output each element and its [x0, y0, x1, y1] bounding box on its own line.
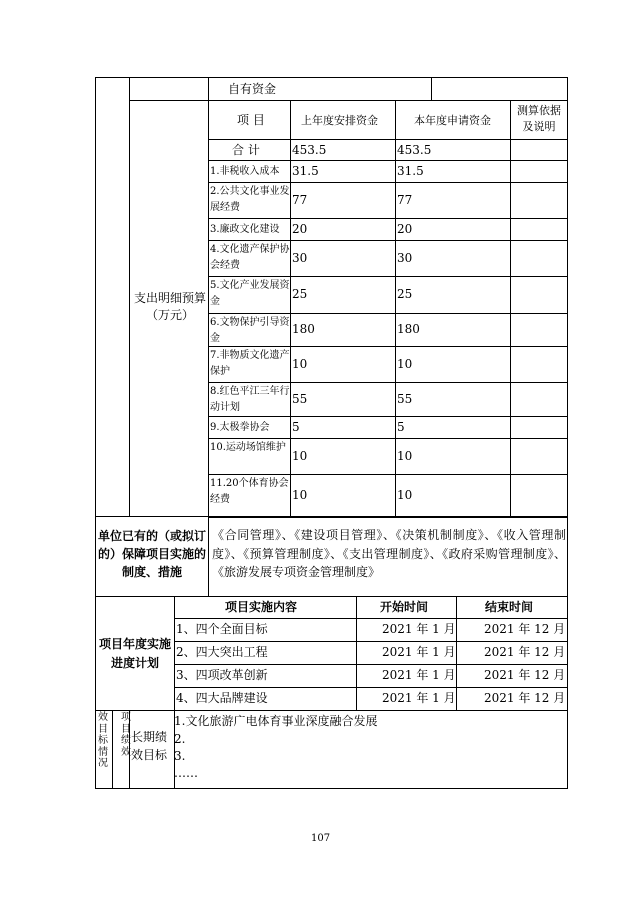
header-prev-year: 上年度安排资金 [301, 114, 378, 127]
schedule-row-start: 2021 年 1 月 [382, 622, 456, 636]
funding-row-label: 2.公共文化事业发展经费 [210, 186, 290, 213]
funding-row-prev: 25 [292, 287, 308, 301]
funding-row-prev: 20 [292, 221, 308, 236]
schedule-row-end: 2021 年 12 月 [484, 645, 566, 659]
funding-row-curr: 10 [397, 356, 413, 371]
expense-label: 支出明细预算（万元） [133, 291, 206, 323]
schedule-row-end: 2021 年 12 月 [484, 622, 566, 636]
funding-row-curr-cell [395, 182, 511, 219]
systems-label: 单位已有的（或拟订的）保障项目实施的制度、措施 [97, 529, 206, 579]
funding-row-basis-cell [510, 160, 568, 183]
funding-row-curr-cell [395, 346, 511, 383]
long-term-item: 1.文化旅游广电体育事业深度融合发展 [174, 714, 378, 728]
funding-row-curr-cell [395, 240, 511, 277]
long-term-label: 长期绩效目标 [131, 730, 168, 762]
funding-row-curr-cell [395, 276, 511, 314]
funding-row-prev: 55 [292, 391, 308, 406]
funding-row-label: 3.廉政文化建设 [210, 224, 280, 235]
funding-row-curr: 20 [397, 221, 413, 236]
funding-row-prev: 10 [292, 448, 308, 463]
schedule-row-content: 2、四大突出工程 [176, 645, 268, 659]
funding-row-curr-cell [395, 218, 511, 241]
funding-row-basis-cell [510, 416, 568, 439]
funding-row-prev-cell [290, 416, 396, 439]
total-prev: 453.5 [292, 143, 327, 157]
funding-row-label: 5.文化产业发展资金 [210, 280, 290, 307]
schedule-header-start: 开始时间 [380, 600, 429, 614]
schedule-row-content: 3、四项改革创新 [176, 668, 268, 682]
header-basis: 测算依据及说明 [517, 104, 561, 133]
funding-row-basis-cell [510, 182, 568, 219]
funding-row-curr-cell [395, 474, 511, 518]
funding-row-label: 4.文化遗产保护协会经费 [210, 244, 290, 271]
total-basis-cell [510, 139, 568, 161]
funding-row-curr: 77 [397, 192, 413, 207]
schedule-header-end: 结束时间 [485, 600, 534, 614]
schedule-row-content: 4、四大品牌建设 [176, 691, 268, 705]
header-item: 项 目 [237, 113, 265, 127]
funding-row-basis-cell [510, 313, 568, 347]
schedule-row-start: 2021 年 1 月 [382, 645, 456, 659]
funding-row-label: 11.20个体育协会经费 [210, 478, 289, 505]
funding-row-prev: 10 [292, 356, 308, 371]
funding-row-curr: 180 [397, 322, 420, 336]
schedule-row-start: 2021 年 1 月 [382, 668, 456, 682]
funding-row-basis-cell [510, 438, 568, 475]
funding-row-basis-cell [510, 240, 568, 277]
funding-row-curr: 31.5 [397, 163, 424, 178]
funding-row-curr: 55 [397, 391, 413, 406]
long-term-item: 2. [174, 732, 186, 746]
funding-row-prev: 180 [292, 322, 315, 336]
funding-row-label: 1.非税收入成本 [210, 166, 280, 177]
total-label: 合 计 [232, 143, 260, 157]
funding-row-curr-cell [395, 438, 511, 475]
self-funds-label: 自有资金 [228, 82, 277, 96]
performance-side-a: 效目标情况 [98, 712, 108, 769]
systems-content: 《合同管理》、《建设项目管理》、《决策机制制度》、《收入管理制度》、《预算管理制度》、《支出管理制度》、《政府采购管理制度》、《旅游发展专项资金管理制度》 [212, 528, 566, 580]
funding-row-prev: 10 [292, 488, 308, 502]
funding-row-curr: 10 [397, 448, 413, 463]
funding-row-curr-cell [395, 382, 511, 417]
long-term-item: 3. [174, 749, 186, 763]
self-funds-row-left [129, 77, 209, 101]
self-funds-value-cell [431, 77, 568, 101]
schedule-row-end: 2021 年 12 月 [484, 691, 566, 705]
performance-side-b: 项目绩效 [121, 712, 131, 758]
funding-row-curr: 25 [397, 287, 413, 301]
schedule-header-content: 项目实施内容 [225, 600, 298, 614]
schedule-row-start: 2021 年 1 月 [382, 691, 456, 705]
funding-row-prev: 5 [292, 419, 300, 434]
funding-row-prev: 30 [292, 250, 308, 265]
funding-row-prev: 31.5 [292, 163, 319, 178]
funding-row-basis-cell [510, 474, 568, 518]
schedule-label: 项目年度实施进度计划 [98, 637, 171, 670]
schedule-row-content: 1、四个全面目标 [176, 622, 268, 636]
schedule-row-end: 2021 年 12 月 [484, 668, 566, 682]
long-term-item: …… [174, 766, 198, 780]
funding-row-label: 7.非物质文化遗产保护 [210, 350, 290, 377]
funding-row-prev: 77 [292, 192, 308, 207]
funding-row-curr: 5 [397, 419, 405, 434]
funding-row-label: 9.太极拳协会 [210, 422, 270, 433]
funding-row-label: 10.运动场馆维护 [210, 442, 286, 453]
outer-left-column [95, 77, 130, 517]
funding-row-curr: 30 [397, 250, 413, 265]
header-this-year: 本年度申请资金 [414, 114, 491, 127]
funding-row-basis-cell [510, 218, 568, 241]
funding-row-basis-cell [510, 346, 568, 383]
funding-row-curr-cell [395, 416, 511, 439]
total-curr: 453.5 [397, 143, 432, 157]
page-number: 107 [311, 833, 331, 844]
funding-row-curr: 10 [397, 488, 413, 502]
funding-row-basis-cell [510, 276, 568, 314]
funding-row-label: 8.红色平江三年行动计划 [210, 386, 290, 413]
funding-row-basis-cell [510, 382, 568, 417]
funding-row-label: 6.文物保护引导资金 [210, 317, 290, 344]
